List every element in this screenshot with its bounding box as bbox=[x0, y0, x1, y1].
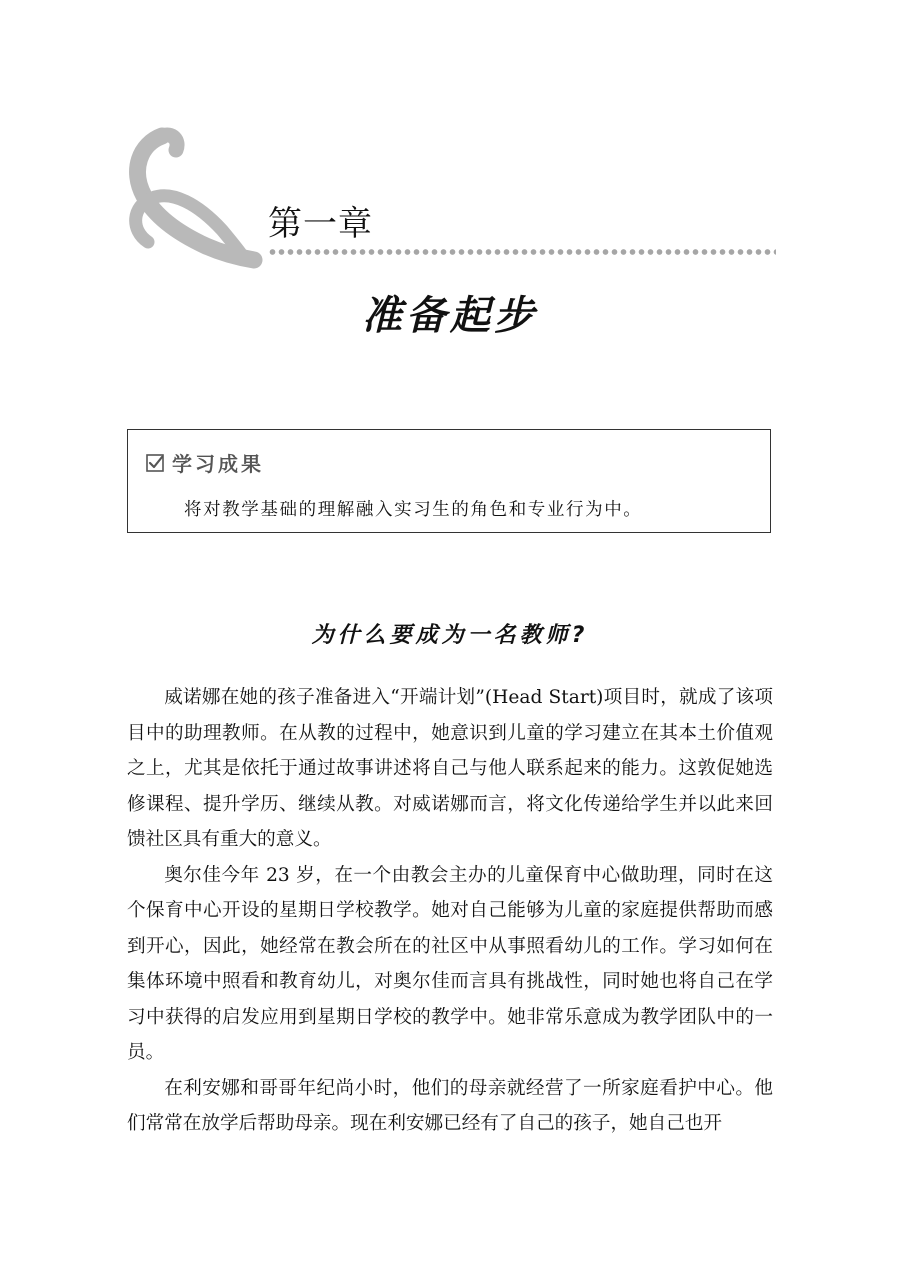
chapter-number: 第一章 bbox=[268, 204, 373, 244]
checkbox-icon bbox=[146, 454, 164, 472]
learning-outcome-heading: 学习成果 bbox=[172, 452, 264, 476]
paragraph-winona: 威诺娜在她的孩子准备进入“开端计划”(Head Start)项目时，就成了该项目中的助理教师。在从教的过程中，她意识到儿童的学习建立在其本土价值观之上，尤其是依托于通过故事讲述将自己与他人联系起来的能力。这敦促她选修课程、提升学历、继续从教。对威诺娜而言，将文化传递给学生并以此来回馈社区具有重大的意义。 bbox=[127, 687, 773, 850]
learning-outcome-box bbox=[127, 429, 771, 533]
dotted-divider bbox=[268, 248, 776, 256]
body-text bbox=[127, 680, 773, 1142]
chapter-logo-icon bbox=[118, 122, 268, 272]
paragraph-olga: 奥尔佳今年 23 岁，在一个由教会主办的儿童保育中心做助理，同时在这个保育中心开设的星期日学校教学。她对自己能够为儿童的家庭提供帮助而感到开心，因此，她经常在教会所在的社区中从事照看幼儿的工作。学习如何在集体环境中照看和教育幼儿，对奥尔佳而言具有挑战性，同时她也将自己在学习中获得的启发应用到星期日学校的教学中。她非常乐意成为教学团队中的一员。 bbox=[127, 864, 773, 1063]
learning-outcome-text: 将对教学基础的理解融入实习生的角色和专业行为中。 bbox=[184, 500, 643, 520]
paragraph-leanna: 在利安娜和哥哥年纪尚小时，他们的母亲就经营了一所家庭看护中心。他们常常在放学后帮助母亲。现在利安娜已经有了自己的孩子，她自己也开 bbox=[127, 1077, 773, 1134]
learning-outcome-header bbox=[146, 448, 264, 477]
section-heading: 为什么要成为一名教师? bbox=[311, 623, 589, 648]
chapter-title: 准备起步 bbox=[362, 293, 538, 339]
